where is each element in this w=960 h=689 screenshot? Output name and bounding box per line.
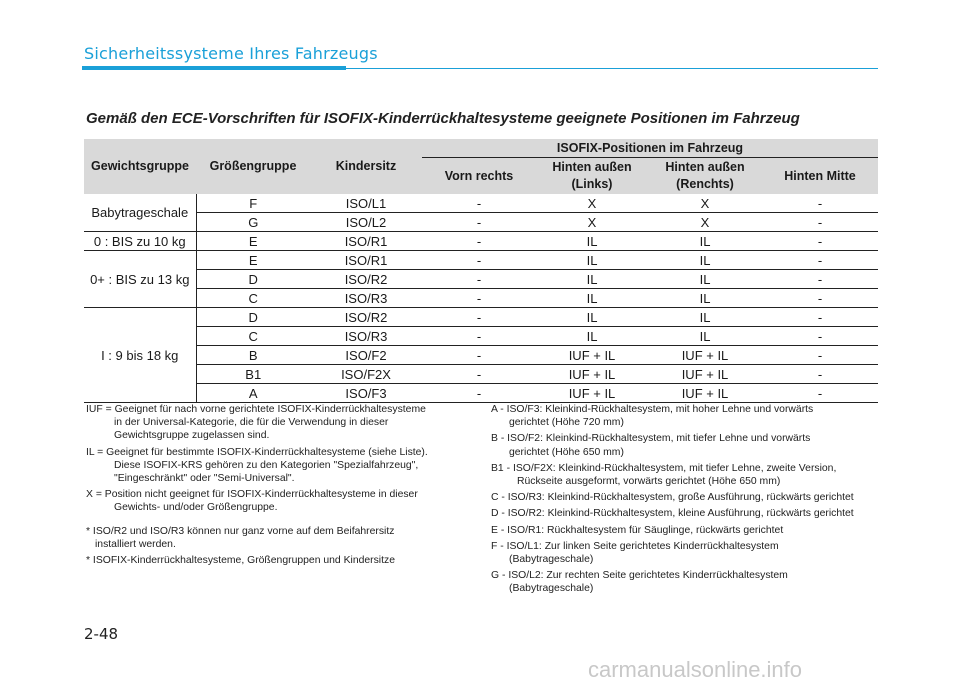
table-cell: IUF + IL	[648, 346, 762, 365]
note-star-iso-r2-r3	[86, 525, 469, 551]
legend-notes-right	[491, 403, 878, 599]
note-g-line2: (Babytrageschale)	[509, 583, 594, 595]
note-b-line2: gerichtet (Höhe 650 mm)	[509, 446, 624, 458]
table-cell: -	[422, 213, 536, 232]
header-size-group: Größengruppe	[196, 139, 310, 194]
table-row	[84, 365, 878, 384]
table-cell: D	[196, 270, 310, 289]
note-b1-line1: B1 - ISO/F2X: Kleinkind-Rückhaltesystem, mit tiefer Lehne, zweite Version,	[491, 462, 837, 474]
table-cell: IUF + IL	[536, 365, 648, 384]
watermark: carmanualsonline.info	[588, 657, 803, 682]
table-cell: ISO/R2	[310, 270, 422, 289]
note-d	[491, 507, 878, 520]
table-row	[84, 289, 878, 308]
table-cell: -	[422, 365, 536, 384]
table-row	[84, 251, 878, 270]
note-star2-line1: * ISOFIX-Kinderrückhaltesysteme, Größengruppen und Kindersitze	[86, 555, 395, 567]
table-cell: IL	[648, 270, 762, 289]
table-cell: E	[196, 232, 310, 251]
note-x-line1: X = Position nicht geeignet für ISOFIX-Kinderrückhaltesysteme in dieser	[86, 489, 418, 501]
table-row	[84, 308, 878, 327]
header-rear-left-line1: Hinten außen	[552, 160, 632, 174]
table-cell: IUF + IL	[648, 384, 762, 403]
table-cell: -	[422, 327, 536, 346]
note-il-line1: IL = Geeignet für bestimmte ISOFIX-Kinderrückhaltesysteme (siehe Liste).	[86, 446, 428, 458]
table-cell: -	[422, 251, 536, 270]
table-row	[84, 270, 878, 289]
table-cell: -	[422, 308, 536, 327]
table-cell: IL	[648, 232, 762, 251]
section-title-underline	[82, 66, 346, 70]
table-cell: X	[648, 213, 762, 232]
table-cell: -	[422, 346, 536, 365]
table-row	[84, 346, 878, 365]
weight-group-cell: I : 9 bis 18 kg	[84, 308, 196, 403]
table-cell: -	[762, 308, 878, 327]
table-cell: IUF + IL	[536, 384, 648, 403]
table-cell: -	[762, 384, 878, 403]
table-cell: -	[762, 365, 878, 384]
weight-group-cell: 0 : BIS zu 10 kg	[84, 232, 196, 251]
note-x	[86, 488, 469, 514]
note-c-line1: C - ISO/R3: Kleinkind-Rückhaltesystem, große Ausführung, rückwärts gerichtet	[491, 492, 854, 504]
table-row	[84, 384, 878, 403]
header-rear-right	[648, 158, 762, 195]
table-cell: -	[422, 289, 536, 308]
table-cell: A	[196, 384, 310, 403]
note-c	[491, 491, 878, 504]
weight-group-cell: 0+ : BIS zu 13 kg	[84, 251, 196, 308]
header-front-right: Vorn rechts	[422, 158, 536, 195]
table-cell: ISO/L2	[310, 213, 422, 232]
table-cell: X	[536, 213, 648, 232]
header-rear-center: Hinten Mitte	[762, 158, 878, 195]
table-cell: ISO/R1	[310, 251, 422, 270]
table-cell: -	[422, 232, 536, 251]
table-cell: IL	[536, 232, 648, 251]
section-title: Sicherheitssysteme Ihres Fahrzeugs	[84, 44, 378, 63]
legend-notes-left	[86, 403, 469, 570]
table-cell: -	[762, 270, 878, 289]
note-star1-line2: installiert werden.	[95, 538, 176, 550]
note-star-isofix	[86, 554, 469, 567]
note-iuf-line2: in der Universal-Kategorie, die für die Verwendung in dieser	[114, 417, 389, 429]
table-cell: C	[196, 327, 310, 346]
header-rear-left	[536, 158, 648, 195]
note-iuf	[86, 403, 469, 443]
header-rear-right-line2: (Renchts)	[676, 177, 734, 191]
table-cell: B1	[196, 365, 310, 384]
table-cell: IL	[536, 308, 648, 327]
note-x-line2: Gewichts- und/oder Größengruppe.	[114, 502, 278, 514]
table-row	[84, 327, 878, 346]
table-cell: -	[762, 232, 878, 251]
table-cell: ISO/F2X	[310, 365, 422, 384]
table-body	[84, 194, 878, 403]
table-cell: X	[536, 194, 648, 213]
note-b1-line2: Rückseite ausgeformt, vorwärts gerichtet (Höhe 650 mm)	[517, 476, 781, 488]
table-cell: ISO/R3	[310, 289, 422, 308]
table-cell: IUF + IL	[648, 365, 762, 384]
table-cell: IL	[536, 327, 648, 346]
table-cell: IL	[648, 251, 762, 270]
note-iuf-line1: IUF = Geeignet für nach vorne gerichtete ISOFIX-Kinderrückhaltesysteme	[86, 404, 426, 415]
table-cell: ISO/R3	[310, 327, 422, 346]
table-cell: ISO/F3	[310, 384, 422, 403]
table-cell: G	[196, 213, 310, 232]
page-number: 2-48	[84, 625, 119, 643]
note-il-line2: Diese ISOFIX-KRS gehören zu den Kategorien "Spezialfahrzeug",	[114, 459, 419, 471]
header-child-seat: Kindersitz	[310, 139, 422, 194]
table-cell: F	[196, 194, 310, 213]
note-b1	[491, 462, 878, 488]
table-cell: -	[422, 384, 536, 403]
section-title-rule	[346, 68, 878, 69]
note-iuf-line3: Gewichtsgruppe zugelassen sind.	[114, 430, 270, 442]
table-cell: -	[762, 346, 878, 365]
table-cell: -	[762, 194, 878, 213]
table-cell: C	[196, 289, 310, 308]
note-f-line1: F - ISO/L1: Zur linken Seite gerichtetes Kinderrückhaltesystem	[491, 540, 779, 552]
header-isofix-positions: ISOFIX-Positionen im Fahrzeug	[422, 139, 878, 158]
table-cell: X	[648, 194, 762, 213]
table-cell: -	[422, 270, 536, 289]
table-cell: ISO/R1	[310, 232, 422, 251]
page-heading: Gemäß den ECE-Vorschriften für ISOFIX-Kinderrückhaltesysteme geeignete Positionen im Fahrzeug	[86, 110, 800, 127]
table-cell: IL	[536, 289, 648, 308]
header-weight-group: Gewichtsgruppe	[84, 139, 196, 194]
table-cell: IL	[536, 251, 648, 270]
note-b-line1: B - ISO/F2: Kleinkind-Rückhaltesystem, mit tiefer Lehne und vorwärts	[491, 433, 811, 445]
isofix-positions-table	[84, 139, 878, 403]
table-cell: ISO/F2	[310, 346, 422, 365]
note-a	[491, 403, 878, 429]
table-cell: B	[196, 346, 310, 365]
table-row	[84, 232, 878, 251]
table-cell: IL	[648, 289, 762, 308]
table-cell: IUF + IL	[536, 346, 648, 365]
table-row	[84, 194, 878, 213]
table-cell: -	[422, 194, 536, 213]
header-rear-left-line2: (Links)	[571, 177, 613, 191]
table-cell: -	[762, 289, 878, 308]
note-f-line2: (Babytrageschale)	[509, 554, 594, 566]
note-d-line1: D - ISO/R2: Kleinkind-Rückhaltesystem, kleine Ausführung, rückwärts gerichtet	[491, 508, 854, 520]
table-cell: -	[762, 251, 878, 270]
note-a-line2: gerichtet (Höhe 720 mm)	[509, 417, 624, 429]
note-e	[491, 524, 878, 537]
note-il	[86, 446, 469, 486]
note-g	[491, 569, 878, 595]
note-g-line1: G - ISO/L2: Zur rechten Seite gerichtetes Kinderrückhaltesystem	[491, 570, 788, 582]
table-cell: -	[762, 213, 878, 232]
note-il-line3: "Eingeschränkt" oder "Semi-Universal".	[114, 473, 295, 485]
table-cell: ISO/L1	[310, 194, 422, 213]
table-cell: E	[196, 251, 310, 270]
table-cell: ISO/R2	[310, 308, 422, 327]
table-cell: IL	[648, 327, 762, 346]
header-rear-right-line1: Hinten außen	[665, 160, 745, 174]
note-f	[491, 540, 878, 566]
table-cell: IL	[536, 270, 648, 289]
table-row	[84, 213, 878, 232]
note-a-line1: A - ISO/F3: Kleinkind-Rückhaltesystem, mit hoher Lehne und vorwärts	[491, 404, 814, 415]
table-cell: D	[196, 308, 310, 327]
note-b	[491, 432, 878, 458]
note-star1-line1: * ISO/R2 und ISO/R3 können nur ganz vorne auf dem Beifahrersitz	[86, 525, 395, 537]
note-e-line1: E - ISO/R1: Rückhaltesystem für Säuglinge, rückwärts gerichtet	[491, 524, 784, 536]
table-cell: -	[762, 327, 878, 346]
weight-group-cell: Babytrageschale	[84, 194, 196, 232]
table-cell: IL	[648, 308, 762, 327]
